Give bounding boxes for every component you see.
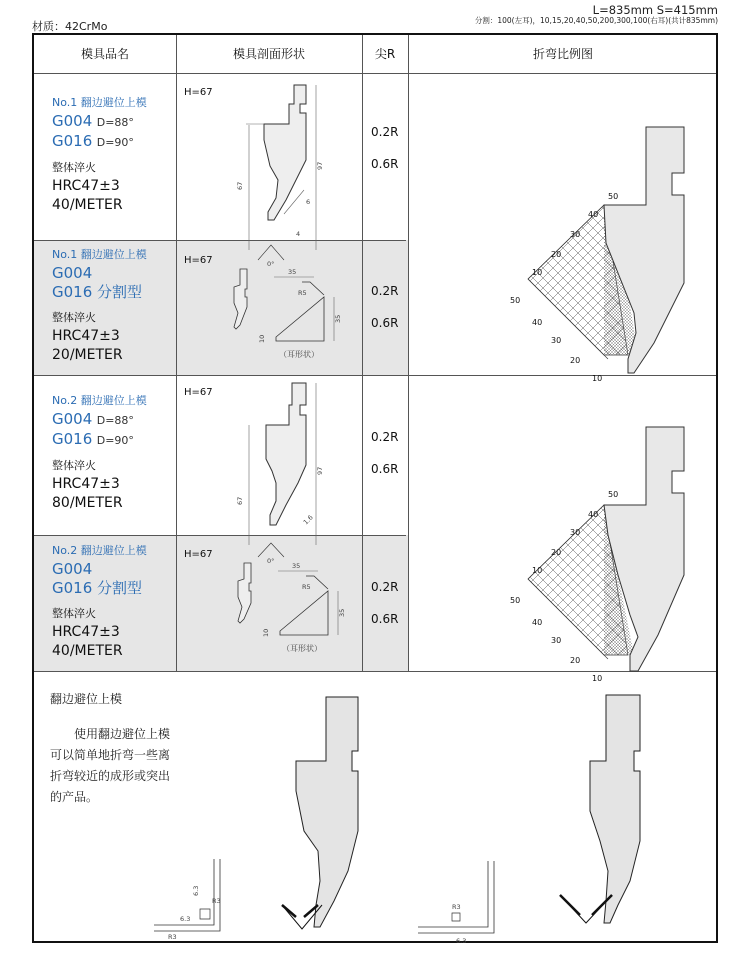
row1-dim-67: 67	[236, 181, 244, 190]
scale-lower-10: 10	[592, 374, 603, 383]
material-label: 材质：42CrMo	[32, 20, 108, 33]
row1-info	[52, 93, 147, 215]
row4-code2: G016 分割型	[52, 579, 143, 597]
row2-dim-35a: 35	[288, 268, 297, 276]
row4-treatment: 整体淬火	[52, 607, 96, 620]
row1-profile-drawing	[234, 80, 354, 268]
row3-info	[52, 391, 147, 513]
scale2-upper-50: 50	[608, 490, 619, 499]
grid-line	[34, 535, 406, 536]
bend-ratio-diagram-1	[408, 73, 718, 383]
row1-hardness: HRC47±3	[52, 178, 120, 194]
row1-height: H=67	[184, 87, 213, 98]
row4-dim-35a: 35	[292, 562, 301, 570]
bottom-dim-r3a: R3	[212, 897, 221, 905]
row3-angle1: D=88°	[96, 414, 134, 427]
row3-length: 80/METER	[52, 495, 123, 511]
bottom-title: 翻边避位上模	[50, 692, 123, 706]
row3-code2: G016	[52, 430, 93, 448]
segmentation-note: 分割：100(左耳)，10,15,20,40,50,200,300,100(右耳)(共计835mm)	[474, 16, 718, 26]
scale-left-50: 50	[510, 296, 521, 305]
scale-lower-30: 30	[551, 336, 562, 345]
row1-angle2: D=90°	[96, 136, 134, 149]
scale-upper-10: 10	[532, 268, 543, 277]
grid-line	[362, 35, 363, 671]
header-bend-diagram: 折弯比例图	[532, 47, 593, 61]
row3-height: H=67	[184, 387, 213, 398]
row3-dim-1-6: 1.6	[301, 513, 315, 527]
row3-hardness: HRC47±3	[52, 476, 120, 492]
grid-line	[34, 671, 716, 672]
row2-code1: G004	[52, 264, 93, 282]
bottom-illustration-left	[144, 691, 384, 941]
grid-line	[34, 240, 406, 241]
row1-treatment: 整体淬火	[52, 161, 96, 174]
row1-code2: G016	[52, 132, 93, 150]
bend-ratio-diagram-2	[408, 375, 718, 683]
row4-radius2: 0.6R	[371, 612, 399, 626]
row1-radius2: 0.6R	[371, 157, 399, 171]
row3-angle2: D=90°	[96, 434, 134, 447]
row3-series: No.2 翻边避位上模	[52, 394, 147, 407]
row2-length: 20/METER	[52, 347, 123, 363]
row2-ear-label: （耳形状）	[279, 350, 319, 359]
row1-dim-6: 6	[306, 198, 311, 206]
row4-series: No.2 翻边避位上模	[52, 544, 147, 557]
header-tool-name: 模具品名	[80, 47, 129, 61]
row3-radius2: 0.6R	[371, 462, 399, 476]
scale2-lower-20: 20	[570, 656, 581, 665]
scale-lower-40: 40	[532, 318, 543, 327]
row2-dim-10: 10	[258, 334, 266, 343]
row4-code1: G004	[52, 560, 93, 578]
row4-radius1: 0.2R	[371, 580, 399, 594]
scale-upper-40: 40	[588, 210, 599, 219]
row2-info	[52, 245, 147, 365]
row2-radius1: 0.2R	[371, 284, 399, 298]
row4-hardness: HRC47±3	[52, 624, 120, 640]
row2-radius2: 0.6R	[371, 316, 399, 330]
scale2-upper-30: 30	[570, 528, 581, 537]
scale2-upper-40: 40	[588, 510, 599, 519]
row2-dim-35b: 35	[334, 314, 342, 323]
row1-radius1: 0.2R	[371, 125, 399, 139]
row2-treatment: 整体淬火	[52, 311, 96, 324]
bottom-description: 使用翻边避位上模可以简单地折弯一些离折弯较近的成形或突出的产品。	[50, 727, 171, 804]
bottom-dim-r3c: R3	[452, 903, 461, 911]
scale2-lower-40: 40	[532, 618, 543, 627]
row3-dim-67: 67	[236, 496, 244, 505]
row4-ear-label: （耳形状）	[282, 644, 322, 653]
row2-code2: G016 分割型	[52, 283, 143, 301]
row4-dim-r5: R5	[302, 583, 311, 591]
bottom-dim-1: 6.3	[180, 915, 191, 923]
scale2-upper-10: 10	[532, 566, 543, 575]
row2-hardness: HRC47±3	[52, 328, 120, 344]
scale-upper-50: 50	[608, 192, 619, 201]
row1-dim-97: 97	[316, 161, 324, 170]
row2-profile-drawing	[214, 257, 354, 367]
row3-profile-drawing	[234, 375, 354, 565]
bottom-dim-r3b: R3	[168, 933, 177, 941]
row4-dim-35b: 35	[338, 608, 346, 617]
scale-lower-20: 20	[570, 356, 581, 365]
row3-code1: G004	[52, 410, 93, 428]
scale-upper-20: 20	[551, 250, 562, 259]
row1-dim-angle: 0°	[267, 260, 275, 268]
scale2-lower-10: 10	[592, 674, 603, 683]
length-spec: L=835mm S=415mm	[592, 3, 718, 17]
row3-radius1: 0.2R	[371, 430, 399, 444]
bottom-illustration-right	[404, 691, 704, 945]
grid-line	[176, 35, 177, 671]
header-specs	[475, 4, 718, 26]
row3-dim-97: 97	[316, 466, 324, 475]
row4-dim-10: 10	[262, 628, 270, 637]
header-profile: 模具剖面形状	[232, 47, 305, 61]
bottom-dim-3: 6.3	[456, 937, 467, 945]
header-tip-radius: 尖R	[374, 47, 396, 61]
scale2-upper-20: 20	[551, 548, 562, 557]
row3-dim-angle: 0°	[267, 557, 275, 565]
row1-series: No.1 翻边避位上模	[52, 96, 147, 109]
row1-code1: G004	[52, 112, 93, 130]
row1-length: 40/METER	[52, 197, 123, 213]
row2-height: H=67	[184, 255, 213, 266]
row4-length: 40/METER	[52, 643, 123, 659]
scale2-lower-30: 30	[551, 636, 562, 645]
row4-height: H=67	[184, 549, 213, 560]
row4-info	[52, 541, 147, 661]
scale-upper-30: 30	[570, 230, 581, 239]
row4-profile-drawing	[214, 551, 354, 661]
row3-treatment: 整体淬火	[52, 459, 96, 472]
scale2-left-50: 50	[510, 596, 521, 605]
row1-angle1: D=88°	[96, 116, 134, 129]
row2-dim-r5: R5	[298, 289, 307, 297]
row2-series: No.1 翻边避位上模	[52, 248, 147, 261]
row1-dim-4: 4	[296, 230, 301, 238]
bottom-dim-2: 6.3	[192, 885, 200, 896]
